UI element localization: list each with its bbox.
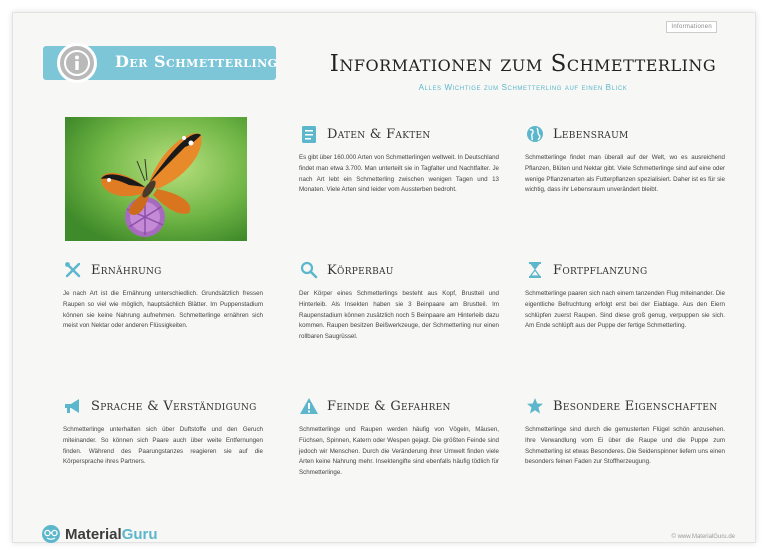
- section-koerperbau: [299, 259, 499, 343]
- category-tag: Informationen: [666, 21, 717, 33]
- section-text: Schmetterlinge sind durch die gemusterten Flügel schön anzusehen. Ihre Verwandlung vom Ei über die Raupe und die Puppe zum Schmetterling ist etwas Besonderes. Die Seidenspinner liefern uns einen besonders feinen Faden zur Stoffherzeugung.: [525, 426, 725, 466]
- section-title: Sprache & Verständigung: [91, 398, 257, 414]
- section-text: Schmetterlinge unterhalten sich über Duftstoffe und den Geruch miteinander. So können sich Paare auch über weite Entfernungen finden. Während des Paarungstanzes reagieren sie auf die Körpersprache ihres Partners.: [63, 426, 263, 466]
- copyright-text: © www.MaterialGuru.de: [671, 534, 735, 540]
- section-header: [299, 395, 499, 417]
- butterfly-photo: [65, 117, 247, 241]
- logo-part-material: Material: [65, 525, 122, 543]
- info-icon: [57, 43, 97, 83]
- section-header: [525, 259, 725, 281]
- section-text: Schmetterlinge findet man überall auf der Welt, wo es ausreichend Pflanzen, Blüten und Nektar gibt. Viele Schmetterlinge sind auf eine oder wenige Pflanzenarten als Futterpflanzen spezialisiert. Daher ist es für sie wichtig, dass ihr Lebensraum unverändert bleibt.: [525, 154, 725, 194]
- section-fortpflanzung: [525, 259, 725, 332]
- guru-face-icon: [41, 524, 61, 544]
- section-text: Es gibt über 160.000 Arten von Schmetterlingen weltweit. In Deutschland findet man etwa 3.700. Man unterteilt sie in Tagfalter und Nachtfalter. Je nach Art lebt ein Schmetterling zwischen wenigen Tagen und 13 Monaten. Viele Arten sind leider vom Aussterben bedroht.: [299, 154, 499, 194]
- logo-part-guru: Guru: [121, 525, 158, 543]
- section-ernaehrung: [63, 259, 263, 332]
- cutlery-icon: [63, 260, 83, 280]
- globe-icon: [525, 124, 545, 144]
- section-header: [525, 123, 725, 145]
- section-title: Körperbau: [327, 262, 394, 278]
- hourglass-icon: [525, 260, 545, 280]
- logo-text: [65, 526, 158, 543]
- section-title: Daten & Fakten: [327, 126, 431, 142]
- megaphone-icon: [63, 396, 83, 416]
- section-header: [63, 259, 263, 281]
- section-text: Schmetterlinge paaren sich nach einem tanzenden Flug miteinander. Die eigentliche Befruchtung erfolgt erst bei der Eiablage. Aus den Eiern schlüpfen zuerst Raupen. Sind diese groß genug, verpuppen sie sich. Am Ende schlüpft aus der Puppe der fertige Schmetterling.: [525, 290, 725, 330]
- section-sprache: [63, 395, 263, 468]
- worksheet-page: [12, 12, 756, 543]
- section-text: Je nach Art ist die Ernährung unterschiedlich. Grundsätzlich fressen Raupen so viel wie möglich, hauptsächlich Blätter. Im Puppenstadium können sie keine Nahrung aufnehmen. Schmetterlinge ernähren sich meist von Nektar oder anderen Flüssigkeiten.: [63, 290, 263, 330]
- ribbon-title: Der Schmetterling: [115, 52, 278, 71]
- section-title: Besondere Eigenschaften: [553, 398, 718, 414]
- section-text: Der Körper eines Schmetterlings besteht aus Kopf, Brustteil und Hinterleib. Als Insekten haben sie 3 Beinpaare am Brustteil. Im Raupenstadium können zusätzlich noch 5 Beinpaare am Hinterleib dazu kommen. Raupen besitzen Beißwerkzeuge, der Schmetterling nur einen rollbaren Saugrüssel.: [299, 290, 499, 341]
- section-header: [299, 259, 499, 281]
- section-daten-fakten: [299, 123, 499, 196]
- page-subtitle: Alles Wichtige zum Schmetterling auf einen Blick: [418, 83, 628, 92]
- magnifier-icon: [299, 260, 319, 280]
- section-text: Schmetterlinge und Raupen werden häufig von Vögeln, Mäusen, Füchsen, Spinnen, Katern oder Wespen gejagt. Die größten Feinde sind jedoch wir Menschen. Durch die Veränderung ihrer Umwelt finden viele Arten keine Nahrung mehr. Insektengifte sind ebenfalls häufig tödlich für Schmetterlinge.: [299, 426, 499, 477]
- section-title: Lebensraum: [553, 126, 629, 142]
- section-header: [63, 395, 263, 417]
- section-besondere: [525, 395, 725, 468]
- section-header: [299, 123, 499, 145]
- section-feinde: [299, 395, 499, 479]
- materialguru-logo: [41, 524, 158, 544]
- document-icon: [299, 124, 319, 144]
- section-title: Feinde & Gefahren: [327, 398, 451, 414]
- star-icon: [525, 396, 545, 416]
- section-title: Fortpflanzung: [553, 262, 648, 278]
- section-header: [525, 395, 725, 417]
- section-title: Ernährung: [91, 262, 162, 278]
- warning-icon: [299, 396, 319, 416]
- page-title: Informationen zum Schmetterling: [329, 51, 717, 77]
- section-lebensraum: [525, 123, 725, 196]
